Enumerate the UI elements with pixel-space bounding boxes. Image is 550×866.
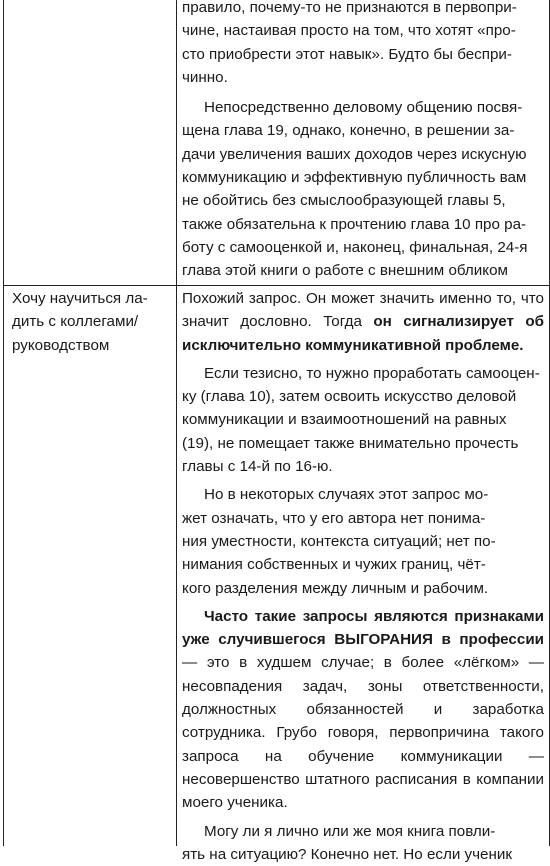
text-line: глава этой книги о работе с внешним обликом	[182, 262, 508, 280]
text-line: кого разделения между личным и рабочим.	[182, 579, 489, 597]
text-line: также обязательна к прочтению глава 10 про ра-	[182, 215, 527, 233]
row-divider	[4, 285, 549, 286]
text-line: жет означать, что у его автора нет понима-	[182, 509, 486, 527]
text-line: дить с коллегами/	[12, 313, 139, 331]
paragraph	[182, 483, 544, 599]
paragraph	[182, 605, 544, 815]
text-line: щена глава 19, однако, конечно, в решении за-	[182, 122, 515, 140]
bold-text: Часто такие запросы являются признаками уже случившегося ВЫГОРАНИЯ в профессии	[182, 607, 544, 649]
text-line: правило, почему-то не признаются в первопри-	[182, 0, 517, 16]
text-line: Хочу научиться ла-	[12, 290, 148, 307]
text-line: Могу ли я лично или же моя книга повли-	[204, 822, 496, 840]
text-line: дачи увеличения ваших доходов через искусную	[182, 145, 527, 163]
paragraph	[182, 0, 544, 89]
text-line: чине, настаивая просто на том, что хотят «про-	[182, 22, 516, 40]
request-cell	[12, 287, 172, 357]
text-line: главы с 14-й по 16-ю.	[182, 458, 333, 476]
paragraph	[182, 287, 544, 357]
paragraph	[182, 820, 544, 866]
text-run: — это в худшем случае; в более «лёгком» — несовпадения задач, зоны ответственности, должностных обязанностей и заработка сотрудника. Грубо говоря, первопричина такого запроса на обучение коммуникации — несовершенство штатного расписания в компании моего ученика.	[182, 654, 544, 812]
text-line: ку (глава 10), затем освоить искусство деловой	[182, 388, 517, 406]
paragraph	[182, 96, 544, 282]
content-table	[3, 0, 550, 863]
text-line: ния уместности, контекста ситуаций; нет по-	[182, 532, 496, 550]
text-run: Похожий запрос. Он может значить именно то, что значит дословно. Тогда	[182, 290, 544, 331]
top-answer-cell	[182, 0, 544, 283]
paragraph	[182, 362, 544, 478]
text-line: Непосредственно деловому общению посвя-	[204, 99, 523, 117]
text-line: (19), не помещает также внимательно прочесть	[182, 434, 519, 452]
text-line: руководством	[12, 336, 110, 354]
text-line: ять на ситуацию? Конечно нет. Но если ученик	[182, 845, 513, 863]
text-line: сто приобрести этот навык». Будто бы беспри-	[182, 45, 512, 63]
text-line: коммуникации и взаимоотношений на равных	[182, 411, 507, 429]
text-line: Если тезисно, то нужно проработать самооцен-	[204, 364, 540, 382]
answer-cell	[182, 287, 544, 866]
text-line: чинно.	[182, 68, 228, 86]
bold-text: он сигнализирует об исключительно коммуникативной проблеме.	[182, 313, 544, 354]
column-divider	[176, 0, 177, 846]
text-line: коммуникацию и эффективную публичность вам	[182, 169, 527, 187]
text-line: боту с самооценкой и, наконец, финальная, 24-я	[182, 238, 528, 256]
text-line: нимания собственных и чужих границ, чёт-	[182, 556, 486, 574]
text-line: Но в некоторых случаях этот запрос мо-	[204, 486, 489, 504]
text-line: не обойтись без смыслообразующей главы 5,	[182, 192, 506, 210]
